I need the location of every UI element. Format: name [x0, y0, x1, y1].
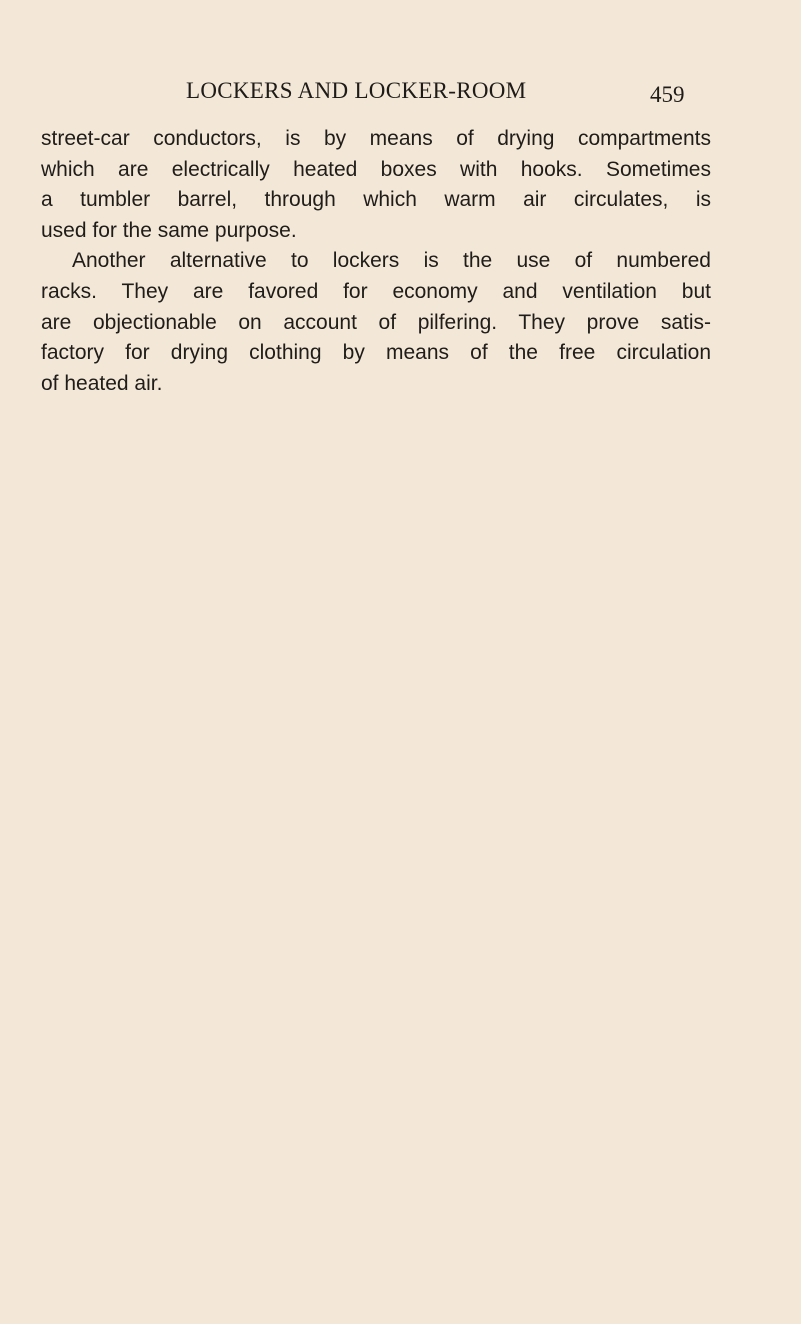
paragraph-1 [41, 124, 711, 246]
page-number: 459 [650, 82, 685, 107]
text-line: Another alternative to lockers is the use of numbered [72, 249, 711, 273]
body-text [41, 124, 711, 399]
text-line: racks. They are favored for economy and ventilation but [41, 279, 711, 303]
text-line: factory for drying clothing by means of the free circulation [41, 341, 711, 365]
text-line: are objectionable on account of pilfering. They prove satis- [41, 310, 711, 334]
text-line: a tumbler barrel, through which warm air circulates, is [41, 188, 711, 212]
text-line: which are electrically heated boxes with hooks. Sometimes [41, 157, 711, 181]
text-line: used for the same purpose. [41, 218, 297, 242]
paragraph-2 [41, 246, 711, 399]
running-title: LOCKERS AND LOCKER-ROOM [186, 78, 527, 103]
running-head [40, 78, 710, 108]
text-line: of heated air. [41, 371, 163, 395]
text-line: street-car conductors, is by means of drying compartments [41, 127, 711, 150]
